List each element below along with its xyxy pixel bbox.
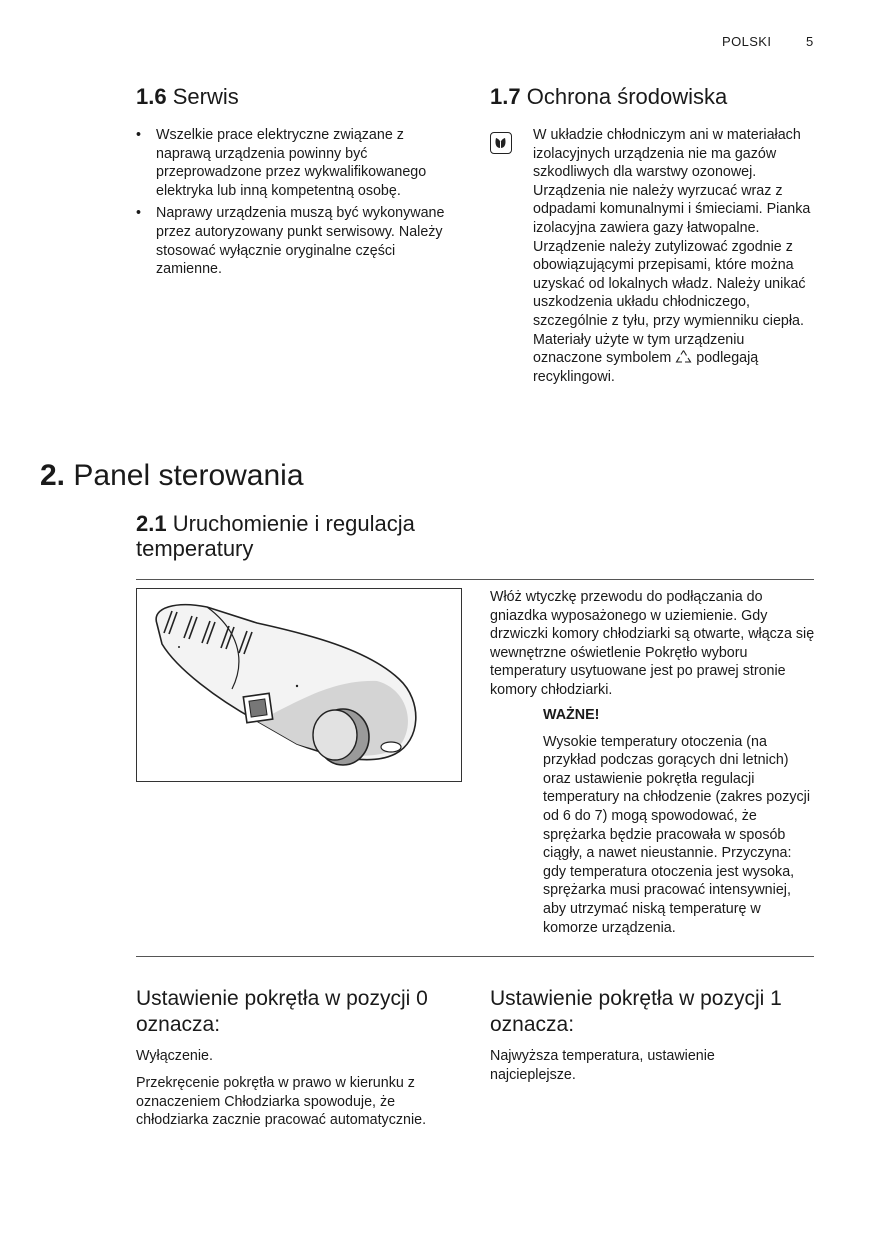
important-note (543, 706, 817, 937)
position-0-heading: Ustawienie pokrętła w pozycji 0 oznacza: (136, 987, 428, 1036)
page-number: 5 (806, 34, 814, 49)
environment-text: W układzie chłodniczym ani w materiałach izolacyjnych urządzenia nie ma gazów szkodliwych dla warstwy ozonowej. Urządzenia nie należy wyrzucać wraz z odpadami komunalnymi i śmieciami. Pianka izolacyjna zawiera gazy łatwopalne. Urządzenie należy zutylizować zgodnie z obowiązującymi przepisami, które można uzyskać od lokalnych władz. Należy unikać uszkodzenia układu chłodniczego, szczególnie z tyłu, przy wymienniku ciepła. Materiały użyte w tym urządzeniu oznaczone symbolem (533, 127, 811, 367)
position-1-heading: Ustawienie pokrętła w pozycji 1 oznacza: (490, 987, 782, 1036)
section-1-7-heading (490, 84, 727, 110)
thermostat-knob-illustration (136, 588, 462, 782)
section-title: Uruchomienie i regulacja temperatury (136, 511, 415, 561)
service-bullet-list (136, 126, 458, 283)
divider (136, 579, 814, 580)
section-title: Serwis (172, 84, 239, 109)
list-item: • Naprawy urządzenia muszą być wykonywane przez autoryzowany punkt serwisowy. Należy stosować wyłącznie oryginalne części zamienne. (136, 204, 458, 278)
position-0-description: Przekręcenie pokrętła w prawo w kierunku z oznaczeniem Chłodziarka spowoduje, że chłodziarka zacznie pracować automatycznie. (136, 1075, 427, 1129)
important-label: WAŻNE! (543, 707, 600, 723)
important-text: Wysokie temperatury otoczenia (na przykład podczas gorących dni letnich) oraz ustawienie pokrętła regulacji temperatury na chłodzenie (zakres pozycji od 6 do 7) mogą spowodować, że sprężarka będzie pracowała w sposób ciągły, a nawet nieustannie. Przyczyna: gdy temperatura otoczenia jest wysoka, sprężarka musi pracować intensywniej, aby utrzymać niską temperaturę w komorze urządzenia. (543, 733, 810, 936)
chapter-number: 2. (40, 459, 66, 492)
eco-plant-icon (490, 132, 512, 154)
section-number: 1.6 (136, 84, 167, 109)
chapter-title: Panel sterowania (73, 459, 304, 492)
running-header-language: POLSKI (722, 34, 772, 49)
recycling-icon (675, 349, 692, 364)
environment-paragraph (533, 126, 815, 386)
section-number: 1.7 (490, 84, 521, 109)
section-title: Ochrona środowiska (526, 84, 728, 109)
section-number: 2.1 (136, 511, 167, 536)
list-item: • Wszelkie prace elektryczne związane z naprawą urządzenia powinny być przeprowadzone przez wykwalifikowanego elektryka lub inną kompetentną osobę. (136, 126, 458, 200)
position-1-value: Najwyższa temperatura, ustawienie najcieplejsze. (490, 1048, 715, 1083)
position-0-value: Wyłączenie. (136, 1048, 213, 1064)
section-1-6-heading (136, 84, 239, 110)
divider (136, 956, 814, 957)
chapter-heading (40, 459, 304, 493)
environment-text-end: podlegają recyklingowi. (533, 350, 759, 385)
section-2-1-heading (136, 511, 446, 561)
intro-paragraph: Włóż wtyczkę przewodu do podłączania do gniazdka wyposażonego w uziemienie. Gdy drzwiczki komory chłodziarki są otwarte, włącza się wewnętrzne oświetlenie Pokrętło wyboru temperatury usytuowane jest po prawej stronie komory chłodziarki. (490, 589, 815, 698)
